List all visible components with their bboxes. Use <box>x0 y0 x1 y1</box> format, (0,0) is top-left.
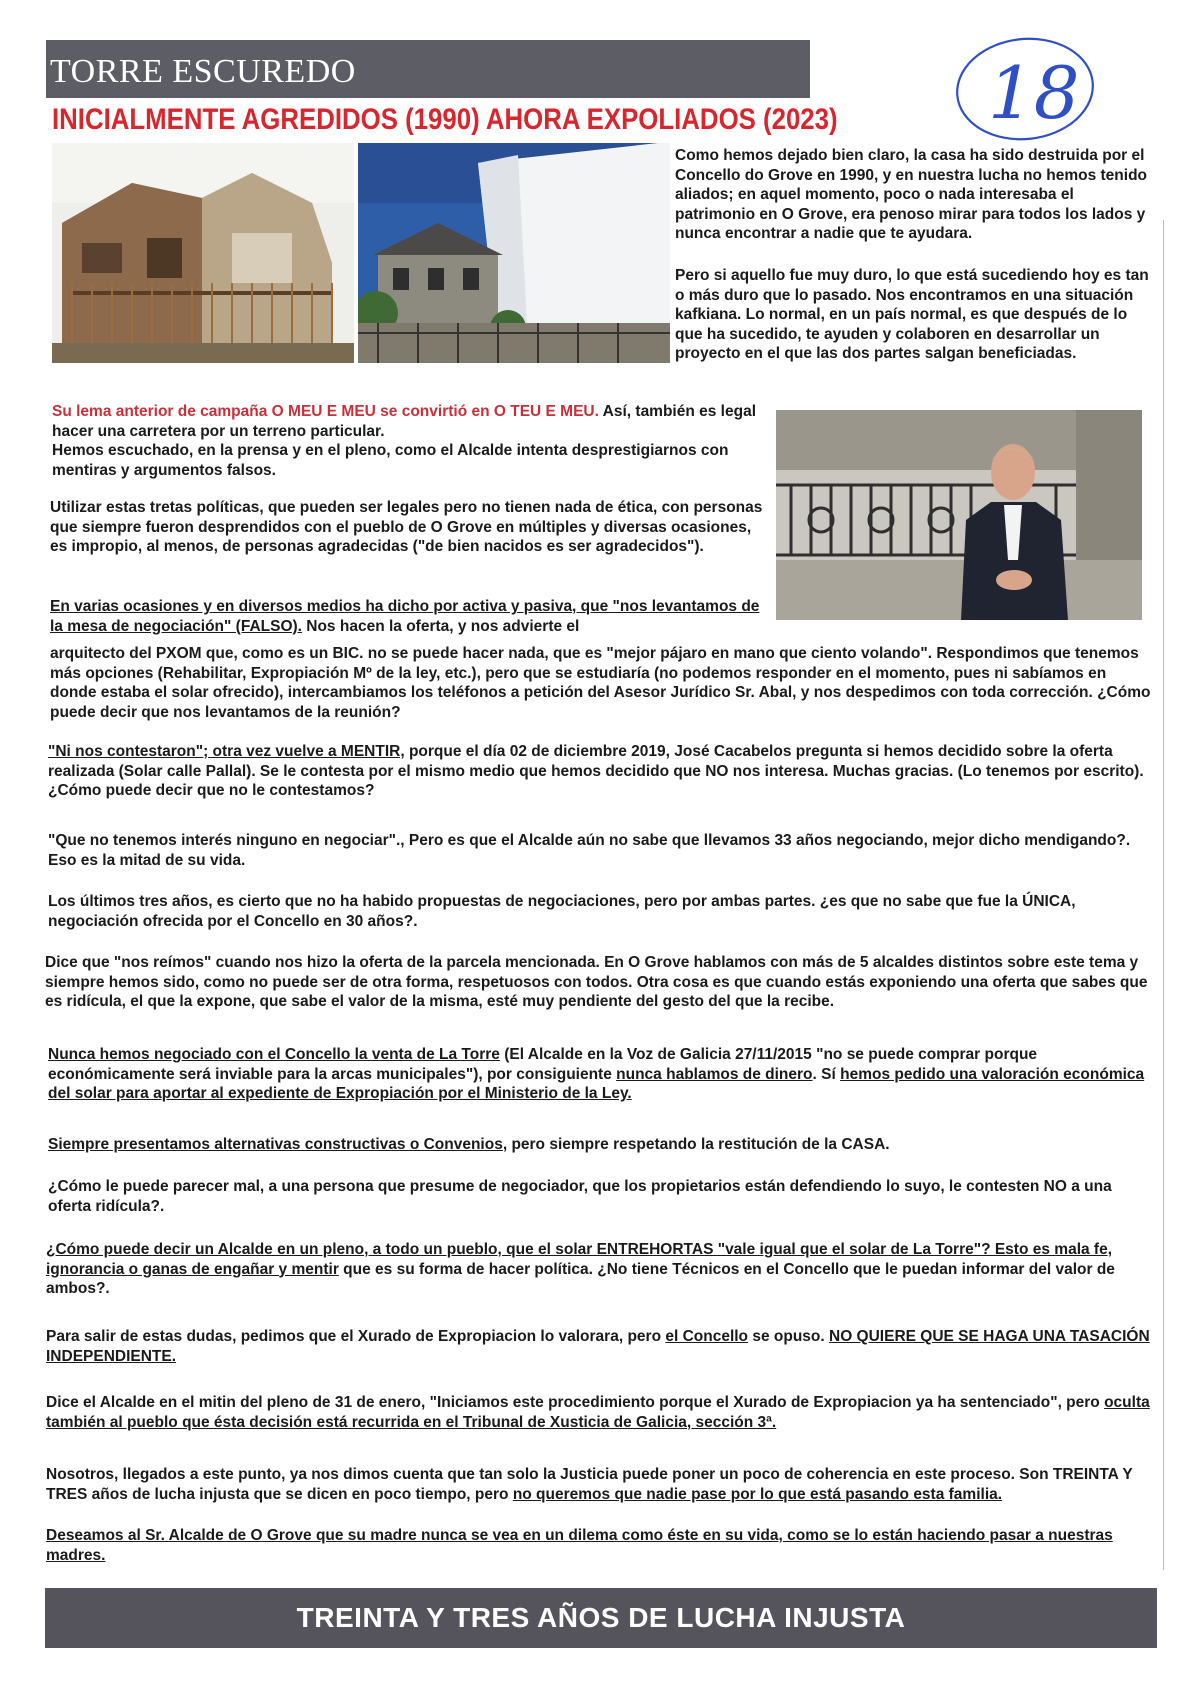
campaign-paragraph-3: Utilizar estas tretas políticas, que pueden ser legales pero no tienen nada de ética, con personas que siempre fueron desprendidos con el pueblo de O Grove en múltiples y diversas ocasiones, es impropio, al menos, de personas agradecidas ("de bien nacidos es ser agradecidos"). <box>50 499 763 555</box>
scan-margin-line <box>1163 220 1164 1570</box>
document-title: TORRE ESCUREDO <box>50 53 356 90</box>
negotiation-paragraph-13: Deseamos al Sr. Alcalde de O Grove que su madre nunca se vea en un dilema como éste en su vida, como se lo están haciendo pasar a nuestras madres. <box>46 1527 1113 1564</box>
ruined-house-photo <box>52 143 354 363</box>
footer-text: TREINTA Y TRES AÑOS DE LUCHA INJUSTA <box>296 1602 906 1633</box>
negotiation-paragraph-2: "Ni nos contestaron"; otra vez vuelve a MENTIR, porque el día 02 de diciembre 2019, José Cacabelos pregunta si hemos decidido sobre la oferta realizada (Solar calle Pallal). Se le contesta por el mismo medio que hemos decidido que NO nos interesa. Muchas gracias. (Lo tenemos por escrito). ¿Cómo puede decir que no le contestamos? <box>48 743 1144 799</box>
negotiation-paragraph-6: Nunca hemos negociado con el Concello la venta de La Torre (El Alcalde en la Voz de Galicia 27/11/2015 "no se puede comprar porque económicamente será inviable para la arcas municipales"), por consiguiente nunca hablamos de dinero. Sí hemos pedido una valoración económica del solar para aportar al expediente de Expropiación por el Ministerio de la Ley. <box>48 1046 1145 1102</box>
negotiation-paragraph-9: ¿Cómo puede decir un Alcalde en un pleno, a todo un pueblo, que el solar ENTREHORTAS "vale igual que el solar de La Torre"? Esto es mala fe, ignorancia o ganas de engañar y mentir que es su forma de hacer política. ¿No tiene Técnicos en el Concello que le puedan informar del valor de ambos?. <box>46 1241 1115 1297</box>
document-subtitle: INICIALMENTE AGREDIDOS (1990) AHORA EXPOLIADOS (2023) <box>52 103 838 136</box>
house-building-photo <box>358 143 670 363</box>
mayor-photo <box>776 410 1142 620</box>
negotiation-paragraph-12: Nosotros, llegados a este punto, ya nos dimos cuenta que tan solo la Justicia puede poner un poco de coherencia en este proceso. Son TREINTA Y TRES años de lucha injusta que se dicen en poco tiempo, pero no queremos que nadie pase por lo que está pasando esta familia. <box>46 1466 1133 1503</box>
negotiation-paragraph-10: Para salir de estas dudas, pedimos que el Xurado de Expropiacion lo valorara, pero el Concello se opuso. NO QUIERE QUE SE HAGA UNA TASACIÓN INDEPENDIENTE. <box>46 1328 1150 1365</box>
negotiation-paragraph-8: ¿Cómo le puede parecer mal, a una persona que presume de negociador, que los propietarios están defendiendo lo suyo, le contesten NO a una oferta ridícula?. <box>48 1178 1112 1215</box>
campaign-paragraph-2: Hemos escuchado, en la prensa y en el pleno, como el Alcalde intenta desprestigiarnos con mentiras y argumentos falsos. <box>52 442 729 479</box>
campaign-paragraph: Su lema anterior de campaña O MEU E MEU se convirtió en O TEU E MEU. Así, también es legal hacer una carretera por un terreno particular. <box>52 403 757 440</box>
negotiation-paragraph-1-cont: arquitecto del PXOM que, como es un BIC. no se puede hacer nada, que es "mejor pájaro en mano que ciento volando". Respondimos que tenemos más opciones (Rehabilitar, Expropiación Mº de la ley, etc.), pero que se estudiaría (no podemos responder en el momento, pues ni sabíamos en donde estaba el solar ofrecido), intercambiamos los teléfonos a petición del Asesor Jurídico Sr. Abal, y nos despedimos con toda corrección. ¿Cómo puede decir que nos levantamos de la reunión? <box>50 645 1151 721</box>
intro-paragraph-2: Pero si aquello fue muy duro, lo que está sucediendo hoy es tan o más duro que lo pasado. Nos encontramos en una situación kafkiana. Lo normal, en un país normal, es que después de lo que ha sucedido, te ayuden y colaboren en desarrollar un proyecto en el que las dos partes salgan beneficiadas. <box>675 267 1149 362</box>
negotiation-paragraph-3: "Que no tenemos interés ninguno en negociar"., Pero es que el Alcalde aún no sabe que llevamos 33 años negociando, mejor dicho mendigando?. Eso es la mitad de su vida. <box>48 832 1131 869</box>
page-number-annotation <box>950 30 1100 148</box>
page-number-text: 18 <box>988 51 1080 135</box>
intro-paragraph-1: Como hemos dejado bien claro, la casa ha sido destruida por el Concello do Grove en 1990, y en nuestra lucha no hemos tenido aliados; en aquel momento, poco o nada interesaba el patrimonio en O Grove, era penoso mirar para todos los lados y nunca encontrar a nadie que te ayudara. <box>675 147 1148 242</box>
negotiation-paragraph-11: Dice el Alcalde en el mitin del pleno de 31 de enero, "Iniciamos este procedimiento porque el Xurado de Expropiacion ya ha sentenciado", pero oculta también al pueblo que ésta decisión está recurrida en el Tribunal de Xusticia de Galicia, sección 3ª. <box>46 1394 1150 1431</box>
campaign-slogan: Su lema anterior de campaña O MEU E MEU se convirtió en O TEU E MEU. <box>52 403 599 420</box>
negotiation-paragraph-7: Siempre presentamos alternativas constructivas o Convenios, pero siempre respetando la restitución de la CASA. <box>48 1136 890 1153</box>
negotiation-paragraph-5: Dice que "nos reímos" cuando nos hizo la oferta de la parcela mencionada. En O Grove hablamos con más de 5 alcaldes distintos sobre este tema y siempre hemos sido, como no puede ser de otra forma, respetuosos con todos. Otra cosa es que cuando estás exponiendo una oferta que sabes que es ridícula, el que la expone, que sabe el valor de la misma, esté muy pendiente del gesto del que la recibe. <box>45 954 1148 1010</box>
negotiation-paragraph-4: Los últimos tres años, es cierto que no ha habido propuestas de negociaciones, pero por ambas partes. ¿es que no sabe que fue la ÚNICA, negociación ofrecida por el Concello en 30 años?. <box>48 893 1076 930</box>
negotiation-paragraph-1: En varias ocasiones y en diversos medios ha dicho por activa y pasiva, que "nos levantamos de la mesa de negociación" (FALSO). Nos hacen la oferta, y nos advierte el <box>50 598 760 635</box>
